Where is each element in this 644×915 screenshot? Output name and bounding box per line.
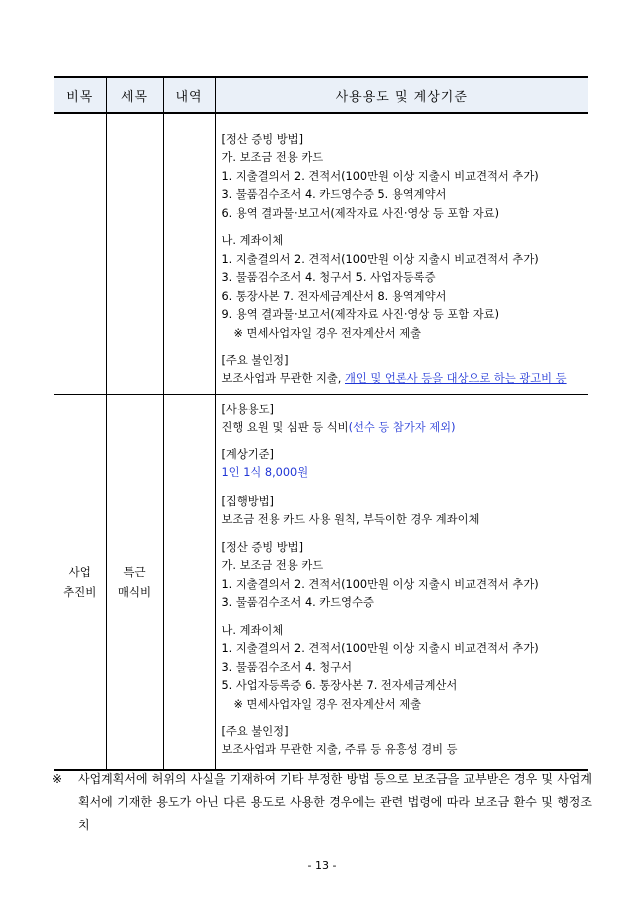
budget-table (54, 76, 588, 771)
row1-transfer-line: 1. 지출결의서 2. 견적서(100만원 이상 지출시 비교견적서 추가) (221, 252, 539, 266)
row2-category-line: 사업 (68, 564, 91, 579)
row1-reject-text: 보조사업과 무관한 지출, (221, 372, 345, 385)
row2-category-line: 추진비 (63, 584, 97, 599)
table-header-row (54, 77, 588, 113)
row1-subcategory-cell (106, 113, 163, 394)
row1-proof-title: [정산 증빙 방법] (221, 133, 303, 146)
row2-exec-text: 보조금 전용 카드 사용 원칙, 부득이한 경우 계좌이체 (221, 512, 480, 526)
row1-card-subtitle: 가. 보조금 전용 카드 (221, 151, 324, 164)
header-detail: 내역 (163, 77, 215, 113)
footnote-text: 사업계획서에 허위의 사실을 기재하여 기타 부정한 방법 등으로 보조금을 교부받은 경우 및 사업계획서에 기재한 용도가 아닌 다른 용도로 사용한 경우에는 관련 법령에 따라 보조금 환수 및 행정조치 (78, 772, 592, 832)
footnote (52, 768, 592, 837)
table-row (54, 113, 588, 394)
row2-reject-text: 보조사업과 무관한 지출, 주류 등 유흥성 경비 등 (221, 743, 458, 756)
footnote-mark: ※ (52, 772, 63, 786)
row1-reject-highlight: 개인 및 언론사 등을 대상으로 하는 광고비 등 (345, 372, 567, 385)
row2-category-cell (54, 394, 106, 770)
row2-card-line: 1. 지출결의서 2. 견적서(100만원 이상 지출시 비교견적서 추가) (221, 577, 539, 591)
row2-subcategory-line: 특근 (123, 564, 146, 579)
row1-card-line: 3. 물품검수조서 4. 카드영수증 5. 용역계약서 (221, 188, 447, 201)
row2-tax-exempt-note: ※ 면세사업자일 경우 전자계산서 제출 (233, 697, 422, 711)
row2-usage-highlight: (선수 등 참가자 제외) (348, 420, 456, 434)
row1-card-line: 6. 용역 결과물·보고서(제작자료 사진·영상 등 포함 자료) (221, 206, 499, 220)
row2-exec-title: [집행방법] (221, 494, 274, 508)
row2-content-cell (215, 394, 588, 770)
row2-usage-text: 진행 요원 및 심판 등 식비 (221, 420, 349, 434)
row1-detail-cell (163, 113, 215, 394)
row1-reject-title: [주요 불인정] (221, 354, 289, 367)
header-category: 비목 (54, 77, 106, 113)
row1-transfer-line: 6. 통장사본 7. 전자세금계산서 8. 용역계약서 (221, 289, 447, 303)
row1-transfer-line: 9. 용역 결과물·보고서(제작자료 사진·영상 등 포함 자료) (221, 308, 499, 321)
row2-transfer-subtitle: 나. 계좌이체 (221, 623, 284, 637)
page-number: - 13 - (307, 859, 337, 872)
row2-subcategory-cell (106, 394, 163, 770)
row1-card-line: 1. 지출결의서 2. 견적서(100만원 이상 지출시 비교견적서 추가) (221, 169, 539, 183)
header-subcategory: 세목 (106, 77, 163, 113)
table-row (54, 394, 588, 770)
row2-detail-cell (163, 394, 215, 770)
row2-usage-line (222, 419, 583, 438)
row2-transfer-line: 1. 지출결의서 2. 견적서(100만원 이상 지출시 비교견적서 추가) (221, 642, 539, 655)
row1-reject-line (222, 370, 583, 389)
row2-usage-title: [사용용도] (221, 402, 274, 416)
row2-reject-title: [주요 불인정] (221, 725, 289, 738)
row2-proof-title: [정산 증빙 방법] (221, 541, 303, 554)
row2-card-subtitle: 가. 보조금 전용 카드 (221, 559, 324, 572)
row2-transfer-line: 3. 물품검수조서 4. 청구서 (221, 660, 353, 674)
header-usage-criteria: 사용용도 및 계상기준 (215, 77, 588, 113)
row2-transfer-line: 5. 사업자등록증 6. 통장사본 7. 전자세금계산서 (221, 679, 458, 692)
row2-subcategory-line: 매식비 (117, 584, 152, 599)
row1-content-cell (215, 113, 588, 394)
row2-basis-title: [계상기준] (221, 448, 274, 461)
row1-transfer-subtitle: 나. 계좌이체 (221, 234, 284, 247)
row1-transfer-line: 3. 물품검수조서 4. 청구서 5. 사업자등록증 (221, 271, 436, 284)
row1-tax-exempt-note: ※ 면세사업자일 경우 전자계산서 제출 (233, 326, 422, 340)
row2-card-line: 3. 물품검수조서 4. 카드영수증 (221, 596, 374, 609)
row2-basis-text: 1인 1식 8,000원 (221, 466, 309, 479)
row1-category-cell (54, 113, 106, 394)
